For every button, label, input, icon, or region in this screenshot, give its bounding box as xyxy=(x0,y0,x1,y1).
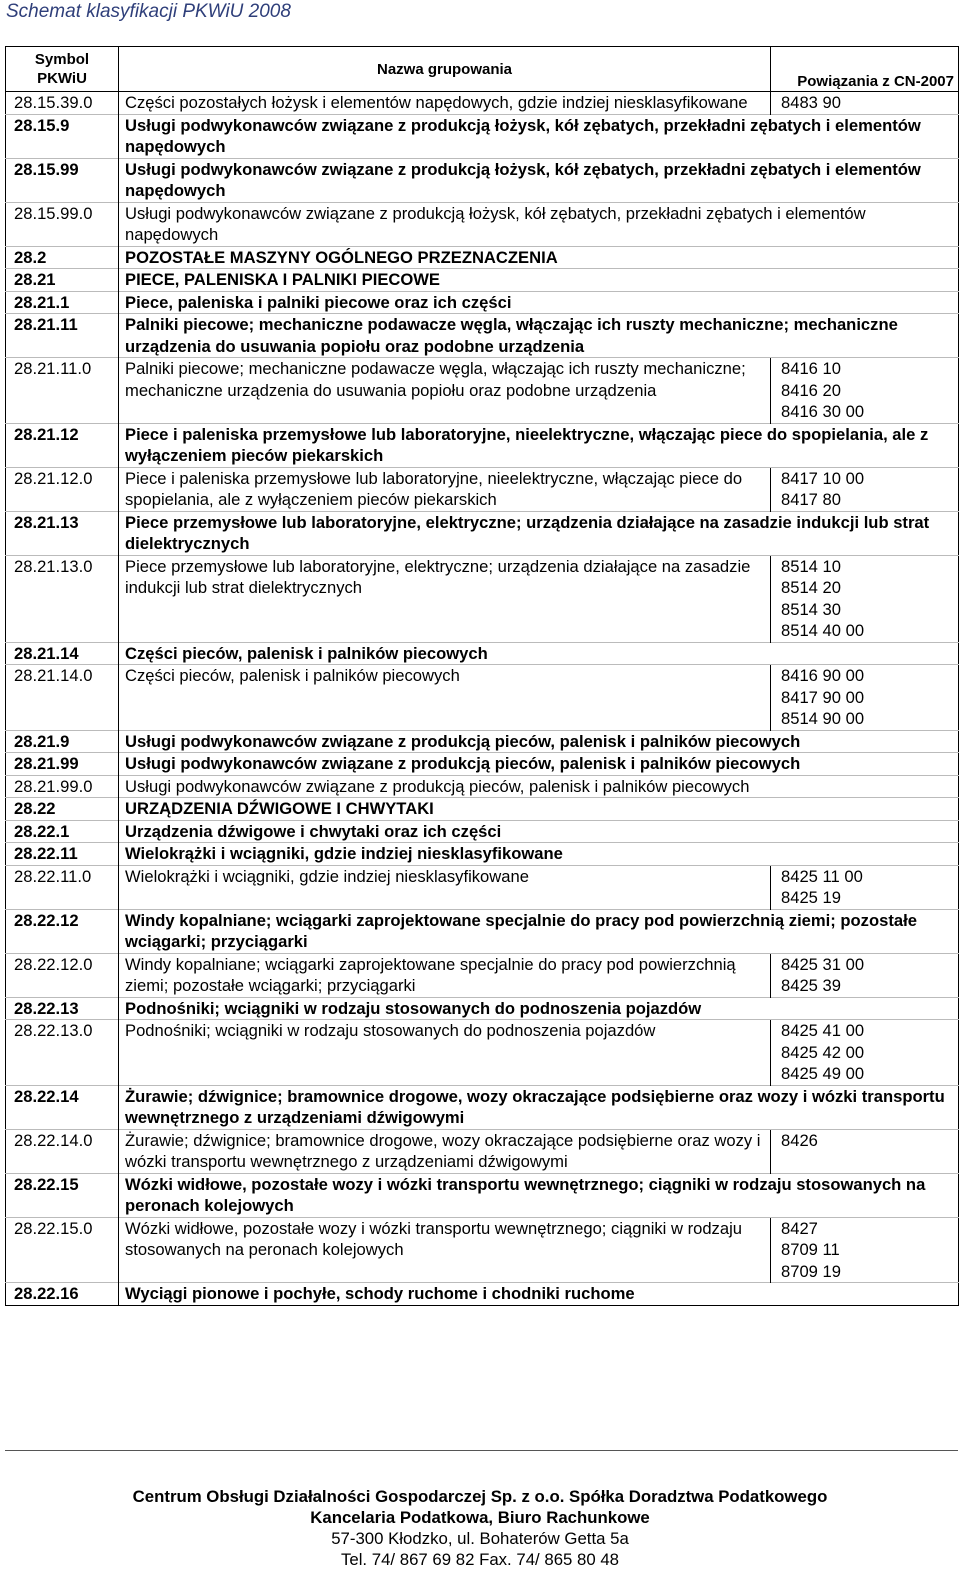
table-row xyxy=(6,665,959,731)
table-row xyxy=(6,1020,959,1086)
row-symbol: 28.22.1 xyxy=(6,820,119,843)
table-row xyxy=(6,92,959,115)
table-row xyxy=(6,555,959,642)
row-symbol: 28.22.15 xyxy=(6,1173,119,1217)
row-name: Części pozostałych łożysk i elementów napędowych, gdzie indziej niesklasyfikowane xyxy=(119,92,771,115)
classification-table xyxy=(5,46,959,1306)
cn-code: 8425 42 00 xyxy=(781,1042,865,1062)
row-symbol: 28.2 xyxy=(6,246,119,269)
row-symbol: 28.21.13.0 xyxy=(6,555,119,642)
row-name: Piece, paleniska i palniki piecowe oraz ich części xyxy=(119,291,959,314)
cn-code: 8417 80 xyxy=(781,490,841,509)
cn-code: 8425 39 xyxy=(781,976,841,995)
row-name: URZĄDZENIA DŹWIGOWE I CHWYTAKI xyxy=(119,798,959,821)
table-row xyxy=(6,865,959,909)
row-name: Piece przemysłowe lub laboratoryjne, elektryczne; urządzenia działające na zasadzie indukcji lub strat dielektrycznych xyxy=(119,511,959,555)
row-name: Wyciągi pionowe i pochyłe, schody ruchome i chodniki ruchome xyxy=(119,1283,959,1306)
footer-phone: Tel. 74/ 867 69 82 Fax. 74/ 865 80 48 xyxy=(340,1550,620,1569)
table-row xyxy=(6,730,959,753)
table-header-row xyxy=(6,47,959,92)
row-name: Wózki widłowe, pozostałe wozy i wózki transportu wewnętrznego; ciągniki w rodzaju stosowanych na peronach kolejowych xyxy=(119,1173,959,1217)
cn-code: 8416 90 00 xyxy=(781,666,865,685)
table-row xyxy=(6,1283,959,1306)
footer xyxy=(0,1486,960,1570)
row-name: Piece przemysłowe lub laboratoryjne, elektryczne; urządzenia działające na zasadzie indukcji lub strat dielektrycznych xyxy=(119,555,771,642)
row-symbol: 28.21.14.0 xyxy=(6,665,119,731)
footer-address: 57-300 Kłodzko, ul. Bohaterów Getta 5a xyxy=(331,1529,629,1548)
row-symbol: 28.15.99.0 xyxy=(6,202,119,246)
table-body xyxy=(6,92,959,1306)
row-name: Piece i paleniska przemysłowe lub laboratoryjne, nieelektryczne, włączając piece do spopielania, ale z wyłączeniem pieców piekarskich xyxy=(119,423,959,467)
row-cn-codes xyxy=(771,92,959,115)
table-row xyxy=(6,843,959,866)
cn-code: 8417 10 00 xyxy=(781,468,865,488)
table-row xyxy=(6,775,959,798)
cn-code: 8426 xyxy=(781,1130,818,1150)
table-row xyxy=(6,314,959,358)
table-row xyxy=(6,953,959,997)
cn-code: 8425 49 00 xyxy=(781,1064,865,1083)
row-name: Usługi podwykonawców związane z produkcją łożysk, kół zębatych, przekładni zębatych i elementów napędowych xyxy=(119,202,959,246)
row-symbol: 28.21 xyxy=(6,269,119,292)
table-row xyxy=(6,423,959,467)
row-symbol: 28.21.11 xyxy=(6,314,119,358)
cn-code: 8425 11 00 xyxy=(781,866,863,886)
row-symbol: 28.15.99 xyxy=(6,158,119,202)
column-header-name: Nazwa grupowania xyxy=(119,47,771,92)
row-name: Wielokrążki i wciągniki, gdzie indziej niesklasyfikowane xyxy=(119,865,771,909)
cn-code: 8416 20 xyxy=(781,380,841,400)
row-symbol: 28.21.12.0 xyxy=(6,467,119,511)
table-row xyxy=(6,467,959,511)
row-cn-codes xyxy=(771,358,959,424)
cn-code: 8425 41 00 xyxy=(781,1021,865,1040)
row-name: Usługi podwykonawców związane z produkcją pieców, palenisk i palników piecowych xyxy=(119,753,959,776)
cn-code: 8709 19 xyxy=(781,1261,841,1281)
row-name: Palniki piecowe; mechaniczne podawacze węgla, włączając ich ruszty mechaniczne; mechaniczne urządzenia do usuwania popiołu oraz podobne urządzenia xyxy=(119,358,771,424)
table-row xyxy=(6,291,959,314)
table-row xyxy=(6,114,959,158)
row-cn-codes xyxy=(771,467,959,511)
table-row xyxy=(6,820,959,843)
row-name: POZOSTAŁE MASZYNY OGÓLNEGO PRZEZNACZENIA xyxy=(119,246,959,269)
table-row xyxy=(6,158,959,202)
table-row xyxy=(6,642,959,665)
row-cn-codes xyxy=(771,1217,959,1283)
cn-code: 8709 11 xyxy=(781,1240,840,1259)
cn-code: 8514 10 xyxy=(781,556,841,576)
row-name: Piece i paleniska przemysłowe lub laboratoryjne, nieelektryczne, włączając piece do spopielania, ale z wyłączeniem pieców piekarskich xyxy=(119,467,771,511)
row-name: Wielokrążki i wciągniki, gdzie indziej niesklasyfikowane xyxy=(119,843,959,866)
cn-code: 8514 40 00 xyxy=(781,621,865,640)
row-symbol: 28.22.12 xyxy=(6,909,119,953)
table-row xyxy=(6,246,959,269)
column-header-cn: Powiązania z CN-2007 xyxy=(771,47,959,92)
row-cn-codes xyxy=(771,865,959,909)
row-name: Urządzenia dźwigowe i chwytaki oraz ich części xyxy=(119,820,959,843)
row-symbol: 28.22.13.0 xyxy=(6,1020,119,1086)
footer-divider xyxy=(5,1450,958,1451)
cn-code: 8427 xyxy=(781,1218,818,1238)
row-name: Usługi podwykonawców związane z produkcją łożysk, kół zębatych, przekładni zębatych i elementów napędowych xyxy=(119,114,959,158)
document-title: Schemat klasyfikacji PKWiU 2008 xyxy=(6,1,291,22)
row-symbol: 28.15.9 xyxy=(6,114,119,158)
row-symbol: 28.21.11.0 xyxy=(6,358,119,424)
table-row xyxy=(6,1085,959,1129)
row-symbol: 28.21.9 xyxy=(6,730,119,753)
table-row xyxy=(6,269,959,292)
cn-code: 8425 31 00 xyxy=(781,954,865,974)
row-symbol: 28.22 xyxy=(6,798,119,821)
table-row xyxy=(6,798,959,821)
table-row xyxy=(6,909,959,953)
cn-code: 8416 30 00 xyxy=(781,402,865,421)
row-symbol: 28.22.12.0 xyxy=(6,953,119,997)
table-row xyxy=(6,753,959,776)
cn-code: 8416 10 xyxy=(781,359,841,378)
row-symbol: 28.15.39.0 xyxy=(6,92,119,115)
row-name: Windy kopalniane; wciągarki zaprojektowane specjalnie do pracy pod powierzchnią ziemi; pozostałe wciągarki; przyciągarki xyxy=(119,909,959,953)
table-row xyxy=(6,1173,959,1217)
table-row xyxy=(6,997,959,1020)
cn-code: 8417 90 00 xyxy=(781,687,865,707)
row-name: Podnośniki; wciągniki w rodzaju stosowanych do podnoszenia pojazdów xyxy=(119,997,959,1020)
cn-code: 8514 20 xyxy=(781,578,841,597)
row-cn-codes xyxy=(771,1020,959,1086)
column-header-symbol: Symbol PKWiU xyxy=(6,47,119,92)
row-cn-codes xyxy=(771,1129,959,1173)
row-symbol: 28.22.15.0 xyxy=(6,1217,119,1283)
row-symbol: 28.22.13 xyxy=(6,997,119,1020)
row-cn-codes xyxy=(771,953,959,997)
row-symbol: 28.21.1 xyxy=(6,291,119,314)
row-name: Usługi podwykonawców związane z produkcją pieców, palenisk i palników piecowych xyxy=(119,730,959,753)
row-symbol: 28.22.14.0 xyxy=(6,1129,119,1173)
table-row xyxy=(6,511,959,555)
row-symbol: 28.21.14 xyxy=(6,642,119,665)
row-name: Części pieców, palenisk i palników piecowych xyxy=(119,642,959,665)
row-name: Żurawie; dźwignice; bramownice drogowe, wozy okraczające podsiębierne oraz wozy i wózki transportu wewnętrznego z urządzeniami dźwigowymi xyxy=(119,1129,771,1173)
row-symbol: 28.21.12 xyxy=(6,423,119,467)
row-symbol: 28.22.11.0 xyxy=(6,865,119,909)
table-row xyxy=(6,1217,959,1283)
row-name: Części pieców, palenisk i palników piecowych xyxy=(119,665,771,731)
footer-company: Centrum Obsługi Działalności Gospodarczej Sp. z o.o. Spółka Doradztwa Podatkowego xyxy=(132,1487,828,1506)
cn-code: 8425 19 xyxy=(781,888,841,907)
table-row xyxy=(6,1129,959,1173)
row-name: Usługi podwykonawców związane z produkcją pieców, palenisk i palników piecowych xyxy=(119,775,959,798)
row-cn-codes xyxy=(771,665,959,731)
cn-code: 8514 90 00 xyxy=(781,709,865,728)
row-symbol: 28.22.16 xyxy=(6,1283,119,1306)
row-symbol: 28.21.99.0 xyxy=(6,775,119,798)
cn-code: 8514 30 xyxy=(781,599,841,619)
row-name: Podnośniki; wciągniki w rodzaju stosowanych do podnoszenia pojazdów xyxy=(119,1020,771,1086)
row-symbol: 28.21.99 xyxy=(6,753,119,776)
footer-office: Kancelaria Podatkowa, Biuro Rachunkowe xyxy=(310,1508,650,1527)
row-symbol: 28.21.13 xyxy=(6,511,119,555)
row-cn-codes xyxy=(771,555,959,642)
row-symbol: 28.22.11 xyxy=(6,843,119,866)
row-name: Wózki widłowe, pozostałe wozy i wózki transportu wewnętrznego; ciągniki w rodzaju stosowanych na peronach kolejowych xyxy=(119,1217,771,1283)
row-name: Żurawie; dźwignice; bramownice drogowe, wozy okraczające podsiębierne oraz wozy i wózki transportu wewnętrznego z urządzeniami dźwigowymi xyxy=(119,1085,959,1129)
table-row xyxy=(6,202,959,246)
cn-code: 8483 90 xyxy=(781,93,841,112)
row-symbol: 28.22.14 xyxy=(6,1085,119,1129)
row-name: Usługi podwykonawców związane z produkcją łożysk, kół zębatych, przekładni zębatych i elementów napędowych xyxy=(119,158,959,202)
row-name: Windy kopalniane; wciągarki zaprojektowane specjalnie do pracy pod powierzchnią ziemi; pozostałe wciągarki; przyciągarki xyxy=(119,953,771,997)
row-name: PIECE, PALENISKA I PALNIKI PIECOWE xyxy=(119,269,959,292)
row-name: Palniki piecowe; mechaniczne podawacze węgla, włączając ich ruszty mechaniczne; mechaniczne urządzenia do usuwania popiołu oraz podobne urządzenia xyxy=(119,314,959,358)
table-row xyxy=(6,358,959,424)
